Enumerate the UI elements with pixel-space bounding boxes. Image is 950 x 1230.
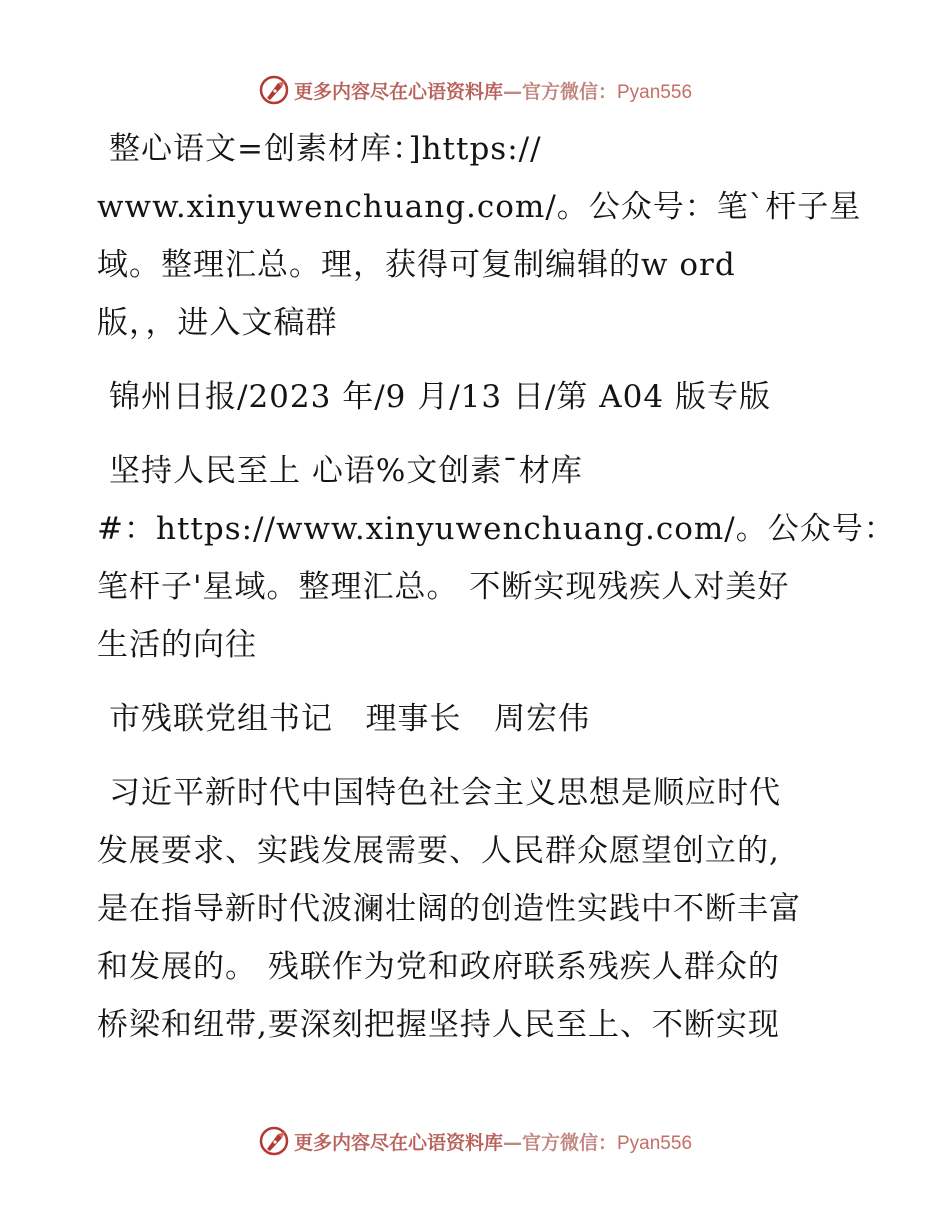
text-line: 桥梁和纽带,要深刻把握坚持人民至上、不断实现 [97,1007,780,1043]
pen-nib-logo-icon [258,74,290,106]
banner-wechat-label: 官方微信： [521,1131,617,1154]
text-line: www.xinyuwenchuang.com/。公众号：笔`杆子星 [97,189,862,225]
intro-block [97,120,862,352]
banner-slogan: 更多内容尽在心语资料库 [293,1131,503,1154]
text-line: 坚持人民至上 心语%文创素¯材库 [109,453,583,489]
author-line: 市残联党组书记 理事长 周宏伟 [109,701,591,737]
source-line: 锦州日报/2023 年/9 月/13 日/第 A04 版专版 [109,379,771,415]
pen-nib-logo-icon [258,1125,290,1157]
text-line: 是在指导新时代波澜壮阔的创造性实践中不断丰富 [97,891,801,927]
banner-handle: Pyan556 [617,1132,693,1154]
banner-text [294,77,692,104]
text-line: 域。整理汇总。理，获得可复制编辑的w ord [97,247,736,283]
text-line: 发展要求、实践发展需要、人民群众愿望创立的, [97,833,780,869]
document-body [97,120,896,1054]
text-line: 习近平新时代中国特色社会主义思想是顺应时代 [109,775,781,811]
header-banner [0,70,950,110]
text-line: 笔杆子'星域。整理汇总。 不断实现残疾人对美好 [97,569,790,605]
title-block [97,442,896,674]
banner-dash: — [502,1131,522,1154]
text-line: 整心语文=创素材库：]https:// [109,131,542,167]
banner-wechat-label: 官方微信： [521,80,617,103]
text-line: 生活的向往 [97,627,257,663]
banner-handle: Pyan556 [617,81,693,103]
banner-text [294,1128,692,1155]
text-line: 版，，进入文稿群 [97,305,338,341]
text-line: #：https://www.xinyuwenchuang.com/。公众号： [97,511,896,547]
text-line: 和发展的。 残联作为党和政府联系残疾人群众的 [97,949,780,985]
article-paragraph [97,764,857,1054]
banner-dash: — [502,80,522,103]
footer-banner [0,1121,950,1161]
banner-slogan: 更多内容尽在心语资料库 [293,80,503,103]
